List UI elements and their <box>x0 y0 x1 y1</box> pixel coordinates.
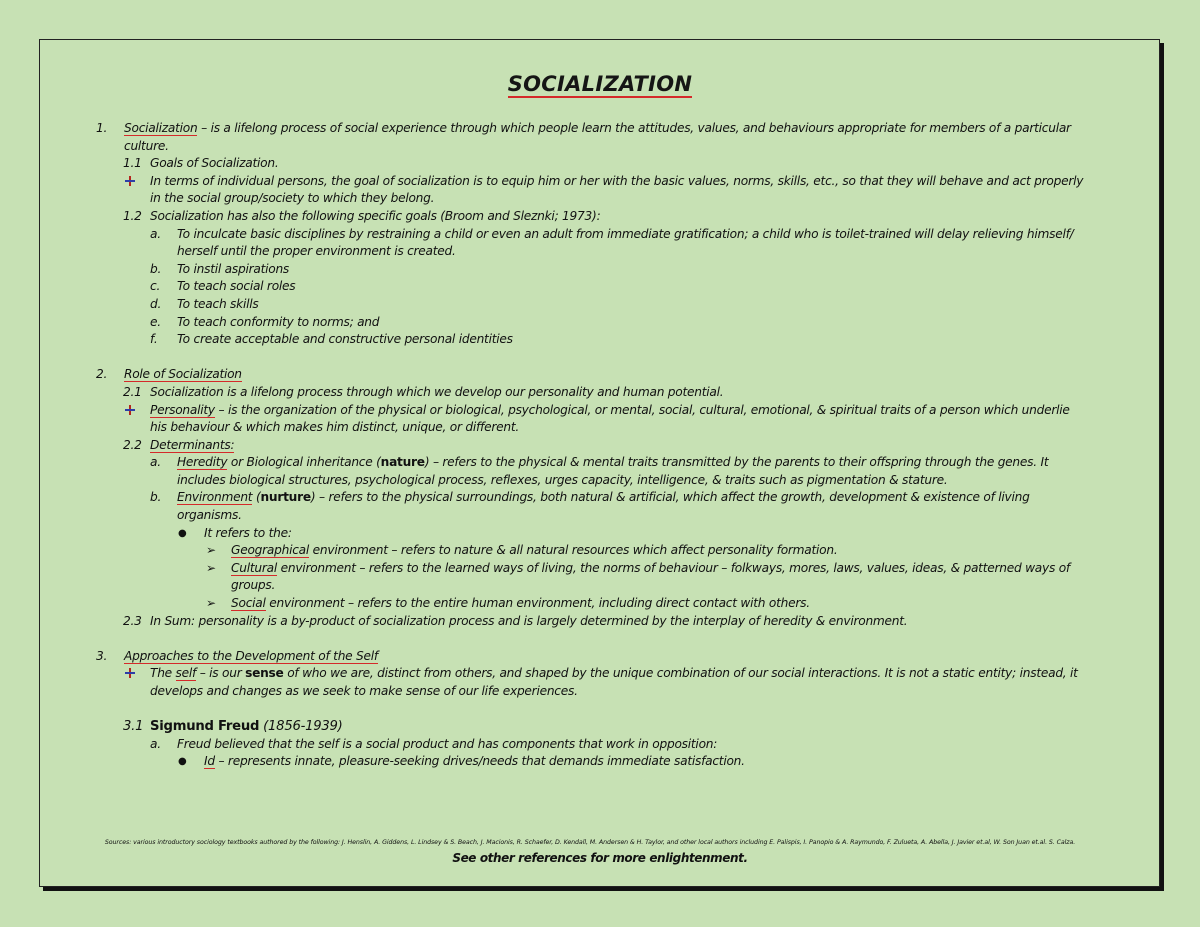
sources-footnote: Sources: various introductory sociology textbooks authored by the following: J. Henslin, A. Giddens, L. Lindsey & S. Beach, J. Macionis, R. Schaefer, D. Kendall, M. Andersen & H. Taylor, and other local authors including E. Palispis, I. Panopio & A. Raymundo, F. Zulueta, A. Abella, J. Javier et.al, W. Son Juan et.al. S. Calza. <box>104 839 1076 846</box>
list-item: ● It refers to the: <box>96 525 1056 543</box>
pin-bullet-icon <box>125 668 135 678</box>
s1-goals-heading: 1.1 Goals of Socialization. <box>123 156 279 171</box>
bullet-dot-icon: ● <box>178 527 187 539</box>
list-item: e. To teach conformity to norms; and <box>150 314 380 329</box>
list-item: ➢ Geographical environment – refers to nature & all natural resources which affect personality formation. <box>96 542 1056 560</box>
list-item: a. Freud believed that the self is a social product and has components that work in opposition: <box>150 736 718 751</box>
list-item: a. Heredity or Biological inheritance (nature) – refers to the physical & mental traits transmitted by the parents to their offspring through the genes. It <box>150 455 1049 470</box>
list-item: a. To inculcate basic disciplines by restraining a child or even an adult from immediate gratification; a child who is toilet-trained will delay relieving himself/ <box>150 226 1074 241</box>
list-item: ➢ Social environment – refers to the entire human environment, including direct contact with others. <box>96 595 1056 613</box>
arrow-bullet-icon: ➢ <box>206 596 216 611</box>
arrow-bullet-icon: ➢ <box>206 560 216 575</box>
bullet-dot-icon: ● <box>178 756 187 768</box>
arrow-bullet-icon: ➢ <box>206 543 216 558</box>
list-item: d. To teach skills <box>150 296 259 311</box>
s2-heading: 2. Role of Socialization <box>96 367 242 382</box>
list-item: c. To teach social roles <box>150 279 296 294</box>
pin-bullet-icon <box>125 176 135 186</box>
document-title: SOCIALIZATION <box>507 72 693 96</box>
document-body: 1. Socialization – is a lifelong process of social experience through which people learn the attitudes, values, and behaviours appropriate for members of a particular culture. 1.1 Goals of Socialization. In terms of individual persons, the goal of socialization is to equip him or her with the basic values, norms, skills, etc., so that they will behave and act properly in the social group/society to which they belong. 1.2 Socialization has also the following specific goals (Broom and Sleznki; 1973): a. To inculcate basic disciplines by restraining a child or even an adult from immediate gratification; a child who is toilet-trained will delay relieving himself/ herself until the proper environment is created. b. To instil aspirations c. To teach social roles d. To teach skills e. To teach conformity to norms; and f. To create acceptable and constructive personal identities 2. Role of Socialization 2.1 Socialization is a lifelong process through which we develop our personality and human potential. Personality – is the organization of the physical or biological, psychological, or mental, social, cultural, emotional, & spiritual traits of a person which underlie his behaviour & which makes him distinct, unique, or different. 2.2 Determinants: a. Heredity or Biological inheritance (nature) – refers to the physical & mental traits transmitted by the parents to their offspring through the genes. It includes biological structures, psychological process, reflexes, urges capacity, intelligence, & traits such as pigmentation & stature. b. Environment (nurture) – refers to the physical surroundings, both natural & artificial, which affect the growth, development & existence of living organisms. ● It refers to the: ➢ Geographical environment – refers to nature & all natural resources which affect personality formation. ➢ Cultural environment – refers to the learned ways of living, the norms of behaviour – folkways, mores, laws, values, ideas, & patterned ways of groups. ➢ Social environment – refers to the entire human environment, including direct contact with others. 2.3 In Sum: personality is a by-product of socialization process and is largely determined by the interplay of heredity & environment. 3. Approaches to the Development of the Self The self – is our sense of who we are, distinct from others, and shaped by the unique combination of our social interactions. It is not a static entity; instead, it develops and changes as we seek to make sense of our life experiences. 3.1 Sigmund Freud (1856-1939) a. Freud believed that the self is a social product and has components that work in opposition: ● Id – represents innate, pleasure-seeking drives/needs that demands immediate satisfaction. <box>96 120 1056 771</box>
s1-definition: 1. Socialization – is a lifelong process of social experience through which people learn the attitudes, values, and behaviours appropriate for members of a particular <box>96 121 1071 135</box>
list-item: b. To instil aspirations <box>150 261 290 276</box>
pin-bullet-icon <box>125 405 135 415</box>
list-item: ➢ Cultural environment – refers to the learned ways of living, the norms of behaviour – folkways, mores, laws, values, ideas, & patterned ways of <box>96 560 1056 578</box>
s3-freud-heading: 3.1 Sigmund Freud (1856-1939) <box>123 719 343 735</box>
list-item: f. To create acceptable and constructive personal identities <box>150 332 513 347</box>
s3-heading: 3. Approaches to the Development of the Self <box>96 648 378 663</box>
s1-individual-goal: In terms of individual persons, the goal of socialization is to equip him or her with the basic values, norms, skills, etc., so that they will behave and act properly <box>96 173 1056 191</box>
references-note: See other references for more enlightenment. <box>452 851 748 865</box>
s3-self-def: The self – is our sense of who we are, distinct from others, and shaped by the unique combination of our social interactions. It is not a static entity; instead, it <box>96 665 1056 683</box>
list-item: b. Environment (nurture) – refers to the physical surroundings, both natural & artificial, which affect the growth, development & existence of living <box>150 490 1030 505</box>
s1-specific-goals-heading: 1.2 Socialization has also the following specific goals (Broom and Sleznki; 1973): <box>123 208 601 223</box>
s2-personality-def: Personality – is the organization of the physical or biological, psychological, or mental, social, cultural, emotional, & spiritual traits of a person which underlie <box>96 402 1056 420</box>
s2-determinants-heading: 2.2 Determinants: <box>123 437 235 452</box>
list-item: ● Id – represents innate, pleasure-seeking drives/needs that demands immediate satisfaction. <box>96 753 1056 771</box>
